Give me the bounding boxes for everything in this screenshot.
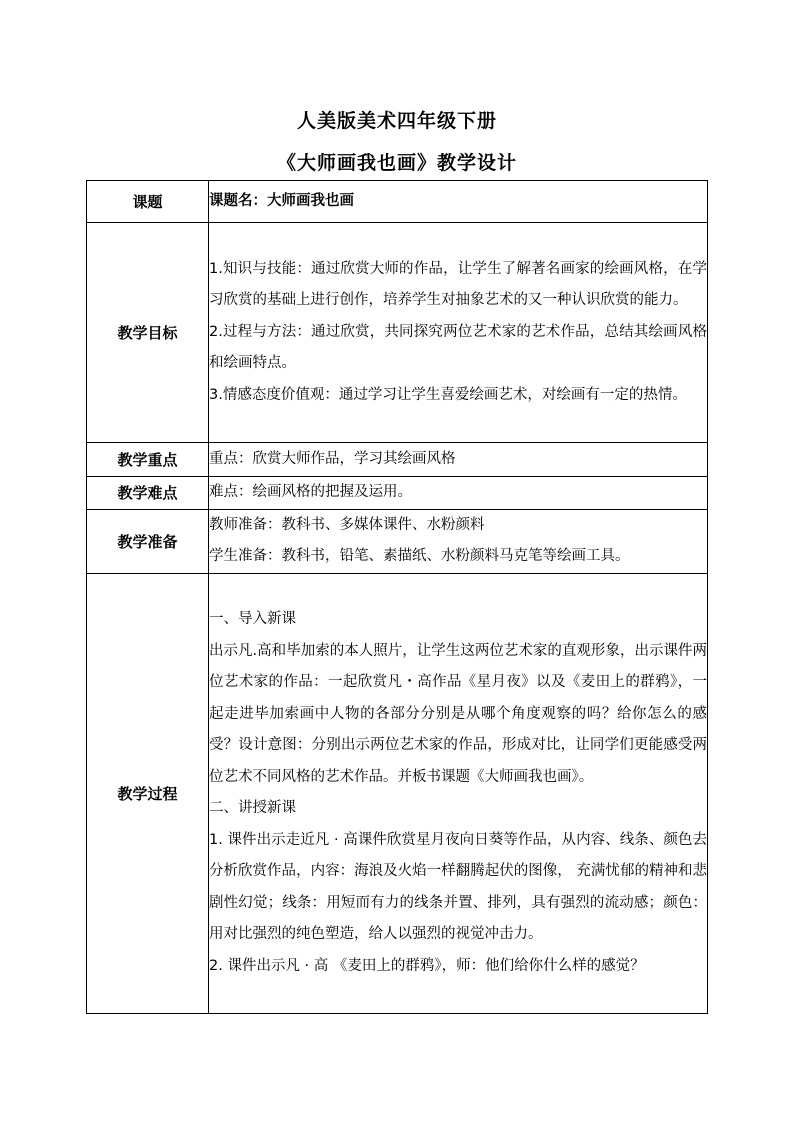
process-label: 教学过程 [87, 573, 209, 1013]
lesson-plan-table [86, 180, 708, 1014]
topic-value [209, 181, 708, 223]
process-paragraph: 一、导入新课 [209, 611, 296, 627]
table-row-topic [87, 181, 708, 223]
table-row-objectives [87, 223, 708, 443]
objective-item: 3.情感态度价值观：通过学习让学生喜爱绘画艺术，对绘画有一定的热情。 [209, 386, 687, 403]
table-row-preparation [87, 509, 708, 573]
topic-text: 课题名：大师画我也画 [209, 192, 354, 209]
focus-value [209, 443, 708, 477]
objectives-content [209, 223, 708, 443]
table-row-focus [87, 443, 708, 477]
process-content [209, 573, 708, 1013]
process-paragraph: 2. 课件出示凡 · 高 《麦田上的群鸦》，师：他们给你什么样的感觉？ [209, 957, 645, 974]
topic-label: 课题 [87, 181, 209, 223]
table-row-process [87, 573, 708, 1013]
preparation-content [209, 509, 708, 573]
objectives-label: 教学目标 [87, 223, 209, 443]
document-title: 人美版美术四年级下册 [296, 110, 497, 132]
process-paragraph: 1. 课件出示走近凡 · 高课件欣赏星月夜向日葵等作品，从内容、线条、颜色去分析欣赏作品，内容：海浪及火焰一样翻腾起伏的图像， 充满忧郁的精神和悲剧性幻觉；线条：用短而有力的线条并置、排列，具有强烈的流动感；颜色：用对比强烈的纯色塑造，给人以强烈的视觉冲击力。 [209, 831, 707, 942]
difficulty-value [209, 477, 708, 510]
teacher-preparation: 教师准备：教科书、多媒体课件、水粉颜料 [209, 516, 485, 533]
student-preparation: 学生准备：教科书，铅笔、素描纸、水粉颜料马克笔等绘画工具。 [209, 548, 630, 564]
focus-label: 教学重点 [87, 443, 209, 477]
process-paragraph: 二、讲授新课 [209, 800, 296, 816]
preparation-label: 教学准备 [87, 509, 209, 573]
objective-item: 2.过程与方法：通过欣赏，共同探究两位艺术家的艺术作品，总结其绘画风格和绘画特点。 [209, 323, 707, 372]
table-row-difficulty [87, 477, 708, 510]
difficulty-label: 教学难点 [87, 477, 209, 510]
difficulty-text: 难点：绘画风格的把握及运用。 [209, 484, 412, 500]
focus-text: 重点：欣赏大师作品，学习其绘画风格 [209, 450, 456, 467]
document-subtitle: 《大师画我也画》教学设计 [276, 152, 517, 174]
objective-item: 1.知识与技能：通过欣赏大师的作品，让学生了解著名画家的绘画风格，在学习欣赏的基础上进行创作，培养学生对抽象艺术的又一种认识欣赏的能力。 [209, 260, 707, 309]
process-paragraph: 出示凡.高和毕加索的本人照片，让学生这两位艺术家的直观形象，出示课件两位艺术家的作品：一起欣赏凡・高作品《星月夜》以及《麦田上的群鸦》，一起走进毕加索画中人物的各部分分别是从哪个角度观察的吗？给你怎么的感受？设计意图：分别出示两位艺术家的作品，形成对比，让同学们更能感受两位艺术不同风格的艺术作品。并板书课题《大师画我也画》。 [209, 642, 707, 785]
